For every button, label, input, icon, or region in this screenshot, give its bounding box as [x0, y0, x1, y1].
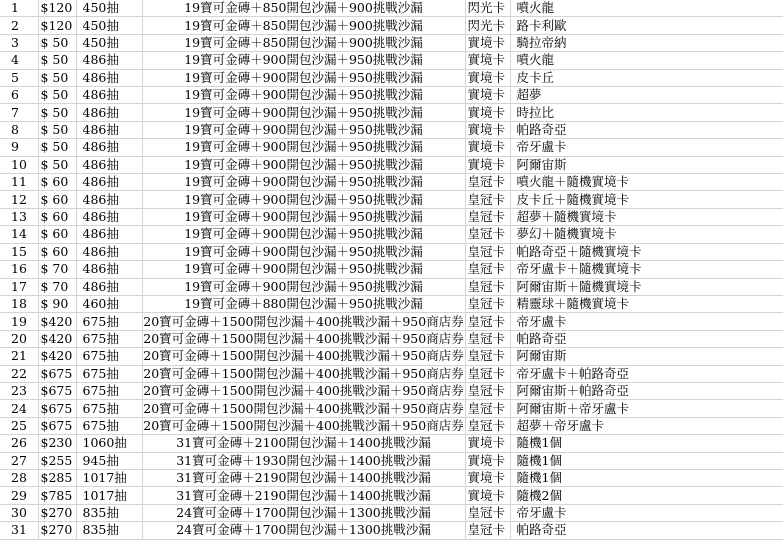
table-row — [0, 487, 783, 504]
row-number-cell[interactable]: 5 — [0, 69, 38, 86]
price-cell[interactable]: $ 50 — [38, 34, 76, 51]
table-row — [0, 469, 783, 486]
card-type-cell[interactable]: 皇冠卡 — [465, 174, 510, 191]
row-number-cell[interactable]: 16 — [0, 261, 38, 278]
package-detail-cell[interactable]: 19寶可金磚＋900開包沙漏＋950挑戰沙漏 — [142, 104, 465, 121]
row-number-cell[interactable]: 1 — [0, 0, 38, 17]
table-row — [0, 17, 783, 34]
card-type-cell[interactable]: 實境卡 — [465, 52, 510, 69]
price-cell[interactable]: $ 60 — [38, 174, 76, 191]
draw-count-cell[interactable]: 486抽 — [76, 139, 142, 156]
price-cell[interactable]: $ 60 — [38, 243, 76, 260]
package-detail-cell[interactable]: 19寶可金磚＋900開包沙漏＋950挑戰沙漏 — [142, 121, 465, 138]
package-detail-cell[interactable]: 24寶可金磚＋1700開包沙漏＋1300挑戰沙漏 — [142, 522, 465, 539]
pokemon-cell[interactable]: 帝牙盧卡 — [510, 504, 783, 521]
package-detail-cell[interactable]: 20寶可金磚＋1500開包沙漏＋400挑戰沙漏＋950商店券 — [143, 313, 464, 329]
card-type-cell[interactable]: 實境卡 — [465, 156, 510, 173]
pokemon-cell[interactable]: 帝牙盧卡＋隨機實境卡 — [510, 261, 783, 278]
draw-count-cell[interactable]: 486抽 — [76, 104, 142, 121]
card-type-cell[interactable]: 實境卡 — [465, 452, 510, 469]
card-type-cell[interactable]: 皇冠卡 — [465, 365, 510, 382]
pokemon-cell[interactable]: 帕路奇亞 — [510, 330, 783, 347]
row-number-cell[interactable]: 21 — [0, 348, 38, 365]
table-row — [0, 522, 783, 539]
card-type-cell[interactable]: 實境卡 — [465, 69, 510, 86]
pokemon-cell[interactable]: 時拉比 — [510, 104, 783, 121]
row-number-cell[interactable]: 13 — [0, 208, 38, 225]
package-detail-cell[interactable]: 19寶可金磚＋900開包沙漏＋950挑戰沙漏 — [142, 69, 465, 86]
price-cell[interactable]: $675 — [38, 417, 76, 434]
table-row — [0, 400, 783, 417]
package-detail-cell[interactable]: 20寶可金磚＋1500開包沙漏＋400挑戰沙漏＋950商店券 — [143, 417, 464, 433]
row-number-cell[interactable]: 4 — [0, 52, 38, 69]
card-type-cell[interactable]: 皇冠卡 — [465, 278, 510, 295]
draw-count-cell[interactable]: 486抽 — [76, 243, 142, 260]
table-row — [0, 156, 783, 173]
card-type-cell[interactable]: 實境卡 — [465, 34, 510, 51]
draw-count-cell[interactable]: 1060抽 — [76, 435, 142, 452]
table-row — [0, 226, 783, 243]
package-detail-cell[interactable]: 19寶可金磚＋900開包沙漏＋950挑戰沙漏 — [142, 208, 465, 225]
card-type-cell[interactable]: 閃光卡 — [465, 17, 510, 34]
row-number-cell[interactable]: 6 — [0, 87, 38, 104]
table-row — [0, 295, 783, 312]
card-type-cell[interactable]: 皇冠卡 — [465, 243, 510, 260]
package-detail-cell[interactable]: 19寶可金磚＋900開包沙漏＋950挑戰沙漏 — [142, 191, 465, 208]
pokemon-cell[interactable]: 阿爾宙斯＋帝牙盧卡 — [510, 400, 783, 417]
price-cell[interactable]: $420 — [38, 313, 76, 330]
price-cell[interactable]: $285 — [38, 469, 76, 486]
price-cell[interactable]: $270 — [38, 522, 76, 539]
price-cell[interactable]: $ 50 — [38, 139, 76, 156]
table-row — [0, 452, 783, 469]
row-number-cell[interactable]: 28 — [0, 469, 38, 486]
table-row — [0, 69, 783, 86]
package-detail-cell[interactable]: 31寶可金磚＋2190開包沙漏＋1400挑戰沙漏 — [142, 487, 465, 504]
row-number-cell[interactable]: 7 — [0, 104, 38, 121]
pokemon-cell[interactable]: 噴火龍 — [510, 0, 783, 17]
draw-count-cell[interactable]: 450抽 — [76, 34, 142, 51]
pokemon-cell[interactable]: 阿爾宙斯 — [510, 156, 783, 173]
row-number-cell[interactable]: 29 — [0, 487, 38, 504]
draw-count-cell[interactable]: 1017抽 — [76, 487, 142, 504]
row-number-cell[interactable]: 25 — [0, 417, 38, 434]
table-row — [0, 261, 783, 278]
package-detail-cell[interactable]: 31寶可金磚＋2100開包沙漏＋1400挑戰沙漏 — [142, 435, 465, 452]
pokemon-cell[interactable]: 噴火龍＋隨機實境卡 — [510, 174, 783, 191]
package-detail-cell[interactable]: 19寶可金磚＋850開包沙漏＋900挑戰沙漏 — [142, 17, 465, 34]
draw-count-cell[interactable]: 675抽 — [76, 382, 142, 399]
package-detail-cell[interactable]: 19寶可金磚＋880開包沙漏＋950挑戰沙漏 — [142, 295, 465, 312]
row-number-cell[interactable]: 19 — [0, 313, 38, 330]
pokemon-cell[interactable]: 噴火龍 — [510, 52, 783, 69]
table-row — [0, 139, 783, 156]
row-number-cell[interactable]: 20 — [0, 330, 38, 347]
draw-count-cell[interactable]: 675抽 — [76, 313, 142, 330]
pokemon-cell[interactable]: 隨機1個 — [510, 469, 783, 486]
pokemon-cell[interactable]: 帝牙盧卡 — [510, 139, 783, 156]
card-type-cell[interactable]: 皇冠卡 — [465, 261, 510, 278]
pokemon-cell[interactable]: 皮卡丘＋隨機實境卡 — [510, 191, 783, 208]
package-detail-cell[interactable]: 19寶可金磚＋900開包沙漏＋950挑戰沙漏 — [142, 139, 465, 156]
row-number-cell[interactable]: 17 — [0, 278, 38, 295]
card-type-cell[interactable]: 實境卡 — [465, 469, 510, 486]
package-detail-cell[interactable]: 20寶可金磚＋1500開包沙漏＋400挑戰沙漏＋950商店券 — [143, 330, 464, 346]
draw-count-cell[interactable]: 450抽 — [76, 0, 142, 17]
package-detail-cell[interactable]: 31寶可金磚＋1930開包沙漏＋1400挑戰沙漏 — [142, 452, 465, 469]
price-cell[interactable]: $ 50 — [38, 69, 76, 86]
package-detail-cell[interactable]: 20寶可金磚＋1500開包沙漏＋400挑戰沙漏＋950商店券 — [143, 383, 464, 399]
table-row — [0, 121, 783, 138]
draw-count-cell[interactable]: 486抽 — [76, 52, 142, 69]
row-number-cell[interactable]: 30 — [0, 504, 38, 521]
draw-count-cell[interactable]: 486抽 — [76, 174, 142, 191]
draw-count-cell[interactable]: 486抽 — [76, 87, 142, 104]
price-cell[interactable]: $420 — [38, 348, 76, 365]
card-type-cell[interactable]: 實境卡 — [465, 487, 510, 504]
draw-count-cell[interactable]: 675抽 — [76, 365, 142, 382]
card-type-cell[interactable]: 皇冠卡 — [465, 522, 510, 539]
table-row — [0, 191, 783, 208]
draw-count-cell[interactable]: 675抽 — [76, 417, 142, 434]
pokemon-cell[interactable]: 超夢＋隨機實境卡 — [510, 208, 783, 225]
pokemon-cell[interactable]: 路卡利歐 — [510, 17, 783, 34]
card-type-cell[interactable]: 皇冠卡 — [465, 348, 510, 365]
package-detail-cell[interactable]: 19寶可金磚＋900開包沙漏＋950挑戰沙漏 — [142, 156, 465, 173]
price-cell[interactable]: $270 — [38, 504, 76, 521]
draw-count-cell[interactable]: 835抽 — [76, 504, 142, 521]
price-cell[interactable]: $785 — [38, 487, 76, 504]
table-row — [0, 382, 783, 399]
pokemon-cell[interactable]: 阿爾宙斯＋帕路奇亞 — [510, 382, 783, 399]
card-type-cell[interactable]: 閃光卡 — [465, 0, 510, 17]
pokemon-cell[interactable]: 阿爾宙斯 — [510, 348, 783, 365]
draw-count-cell[interactable]: 486抽 — [76, 226, 142, 243]
table-row — [0, 52, 783, 69]
package-detail-cell[interactable]: 19寶可金磚＋900開包沙漏＋950挑戰沙漏 — [142, 278, 465, 295]
row-number-cell[interactable]: 22 — [0, 365, 38, 382]
card-type-cell[interactable]: 皇冠卡 — [465, 208, 510, 225]
card-type-cell[interactable]: 皇冠卡 — [465, 504, 510, 521]
price-cell[interactable]: $ 70 — [38, 278, 76, 295]
package-detail-cell[interactable]: 31寶可金磚＋2190開包沙漏＋1400挑戰沙漏 — [142, 469, 465, 486]
row-number-cell[interactable]: 27 — [0, 452, 38, 469]
draw-count-cell[interactable]: 486抽 — [76, 69, 142, 86]
card-type-cell[interactable]: 皇冠卡 — [465, 330, 510, 347]
price-cell[interactable]: $420 — [38, 330, 76, 347]
card-type-cell[interactable]: 皇冠卡 — [465, 226, 510, 243]
draw-count-cell[interactable]: 486抽 — [76, 191, 142, 208]
table-row — [0, 313, 783, 330]
draw-count-cell[interactable]: 675抽 — [76, 400, 142, 417]
pokemon-cell[interactable]: 帕路奇亞 — [510, 121, 783, 138]
card-type-cell[interactable]: 實境卡 — [465, 139, 510, 156]
row-number-cell[interactable]: 14 — [0, 226, 38, 243]
table-row — [0, 330, 783, 347]
pokemon-cell[interactable]: 隨機1個 — [510, 452, 783, 469]
pokemon-cell[interactable]: 超夢 — [510, 87, 783, 104]
pokemon-cell[interactable]: 隨機2個 — [510, 487, 783, 504]
pokemon-cell[interactable]: 騎拉帝納 — [510, 34, 783, 51]
pokemon-cell[interactable]: 隨機1個 — [510, 435, 783, 452]
price-cell[interactable]: $675 — [38, 382, 76, 399]
table-row — [0, 417, 783, 434]
card-type-cell[interactable]: 實境卡 — [465, 121, 510, 138]
table-row — [0, 0, 783, 17]
card-type-cell[interactable]: 皇冠卡 — [465, 295, 510, 312]
pokemon-cell[interactable]: 帕路奇亞＋隨機實境卡 — [510, 243, 783, 260]
draw-count-cell[interactable]: 486抽 — [76, 278, 142, 295]
package-detail-cell[interactable]: 19寶可金磚＋900開包沙漏＋950挑戰沙漏 — [142, 261, 465, 278]
card-type-cell[interactable]: 實境卡 — [465, 87, 510, 104]
price-cell[interactable]: $675 — [38, 365, 76, 382]
price-cell[interactable]: $ 50 — [38, 52, 76, 69]
draw-count-cell[interactable]: 1017抽 — [76, 469, 142, 486]
price-cell[interactable]: $ 50 — [38, 87, 76, 104]
draw-count-cell[interactable]: 450抽 — [76, 17, 142, 34]
table-row — [0, 435, 783, 452]
pokemon-cell[interactable]: 精靈球＋隨機實境卡 — [510, 295, 783, 312]
pokemon-cell[interactable]: 帝牙盧卡＋帕路奇亞 — [510, 365, 783, 382]
row-number-cell[interactable]: 15 — [0, 243, 38, 260]
price-cell[interactable]: $ 60 — [38, 191, 76, 208]
row-number-cell[interactable]: 26 — [0, 435, 38, 452]
package-detail-cell[interactable]: 20寶可金磚＋1500開包沙漏＋400挑戰沙漏＋950商店券 — [143, 365, 464, 381]
row-number-cell[interactable]: 8 — [0, 121, 38, 138]
price-cell[interactable]: $ 70 — [38, 261, 76, 278]
table-row — [0, 104, 783, 121]
package-detail-cell[interactable]: 19寶可金磚＋900開包沙漏＋950挑戰沙漏 — [142, 52, 465, 69]
row-number-cell[interactable]: 10 — [0, 156, 38, 173]
package-detail-cell[interactable]: 19寶可金磚＋850開包沙漏＋900挑戰沙漏 — [142, 0, 465, 17]
draw-count-cell[interactable]: 486抽 — [76, 121, 142, 138]
price-cell[interactable]: $ 60 — [38, 226, 76, 243]
package-detail-cell[interactable]: 19寶可金磚＋900開包沙漏＋950挑戰沙漏 — [142, 226, 465, 243]
table-row — [0, 208, 783, 225]
draw-count-cell[interactable]: 945抽 — [76, 452, 142, 469]
price-cell[interactable]: $ 50 — [38, 156, 76, 173]
price-cell[interactable]: $255 — [38, 452, 76, 469]
price-cell[interactable]: $120 — [38, 17, 76, 34]
package-detail-cell[interactable]: 19寶可金磚＋900開包沙漏＋950挑戰沙漏 — [142, 174, 465, 191]
draw-count-cell[interactable]: 675抽 — [76, 330, 142, 347]
package-detail-cell[interactable]: 20寶可金磚＋1500開包沙漏＋400挑戰沙漏＋950商店券 — [143, 348, 464, 364]
draw-count-cell[interactable]: 486抽 — [76, 156, 142, 173]
draw-count-cell[interactable]: 486抽 — [76, 208, 142, 225]
price-cell[interactable]: $120 — [38, 0, 76, 17]
price-cell[interactable]: $ 90 — [38, 295, 76, 312]
pokemon-cell[interactable]: 夢幻＋隨機實境卡 — [510, 226, 783, 243]
table-row — [0, 278, 783, 295]
pokemon-cell[interactable]: 帝牙盧卡 — [510, 313, 783, 330]
package-detail-cell[interactable]: 19寶可金磚＋900開包沙漏＋950挑戰沙漏 — [142, 243, 465, 260]
pokemon-cell[interactable]: 帕路奇亞 — [510, 522, 783, 539]
row-number-cell[interactable]: 9 — [0, 139, 38, 156]
price-cell[interactable]: $ 50 — [38, 121, 76, 138]
draw-count-cell[interactable]: 675抽 — [76, 348, 142, 365]
card-type-cell[interactable]: 皇冠卡 — [465, 417, 510, 434]
table-row — [0, 174, 783, 191]
row-number-cell[interactable]: 12 — [0, 191, 38, 208]
row-number-cell[interactable]: 2 — [0, 17, 38, 34]
card-type-cell[interactable]: 皇冠卡 — [465, 191, 510, 208]
draw-count-cell[interactable]: 835抽 — [76, 522, 142, 539]
price-cell[interactable]: $675 — [38, 400, 76, 417]
card-type-cell[interactable]: 皇冠卡 — [465, 400, 510, 417]
price-cell[interactable]: $ 60 — [38, 208, 76, 225]
table-row — [0, 365, 783, 382]
price-cell[interactable]: $ 50 — [38, 104, 76, 121]
card-type-cell[interactable]: 實境卡 — [465, 435, 510, 452]
card-type-cell[interactable]: 皇冠卡 — [465, 382, 510, 399]
table-row — [0, 87, 783, 104]
package-detail-cell[interactable]: 19寶可金磚＋850開包沙漏＋900挑戰沙漏 — [142, 34, 465, 51]
table-row — [0, 243, 783, 260]
table-row — [0, 348, 783, 365]
row-number-cell[interactable]: 24 — [0, 400, 38, 417]
pokemon-cell[interactable]: 阿爾宙斯＋隨機實境卡 — [510, 278, 783, 295]
pokemon-cell[interactable]: 超夢＋帝牙盧卡 — [510, 417, 783, 434]
package-detail-cell[interactable]: 19寶可金磚＋900開包沙漏＋950挑戰沙漏 — [142, 87, 465, 104]
card-type-cell[interactable]: 實境卡 — [465, 104, 510, 121]
table-row — [0, 504, 783, 521]
package-detail-cell[interactable]: 24寶可金磚＋1700開包沙漏＋1300挑戰沙漏 — [142, 504, 465, 521]
draw-count-cell[interactable]: 460抽 — [76, 295, 142, 312]
draw-count-cell[interactable]: 486抽 — [76, 261, 142, 278]
row-number-cell[interactable]: 23 — [0, 382, 38, 399]
table-row — [0, 34, 783, 51]
card-type-cell[interactable]: 皇冠卡 — [465, 313, 510, 330]
pokemon-cell[interactable]: 皮卡丘 — [510, 69, 783, 86]
row-number-cell[interactable]: 31 — [0, 522, 38, 539]
row-number-cell[interactable]: 3 — [0, 34, 38, 51]
price-cell[interactable]: $230 — [38, 435, 76, 452]
row-number-cell[interactable]: 11 — [0, 174, 38, 191]
row-number-cell[interactable]: 18 — [0, 295, 38, 312]
package-detail-cell[interactable]: 20寶可金磚＋1500開包沙漏＋400挑戰沙漏＋950商店券 — [143, 400, 464, 416]
